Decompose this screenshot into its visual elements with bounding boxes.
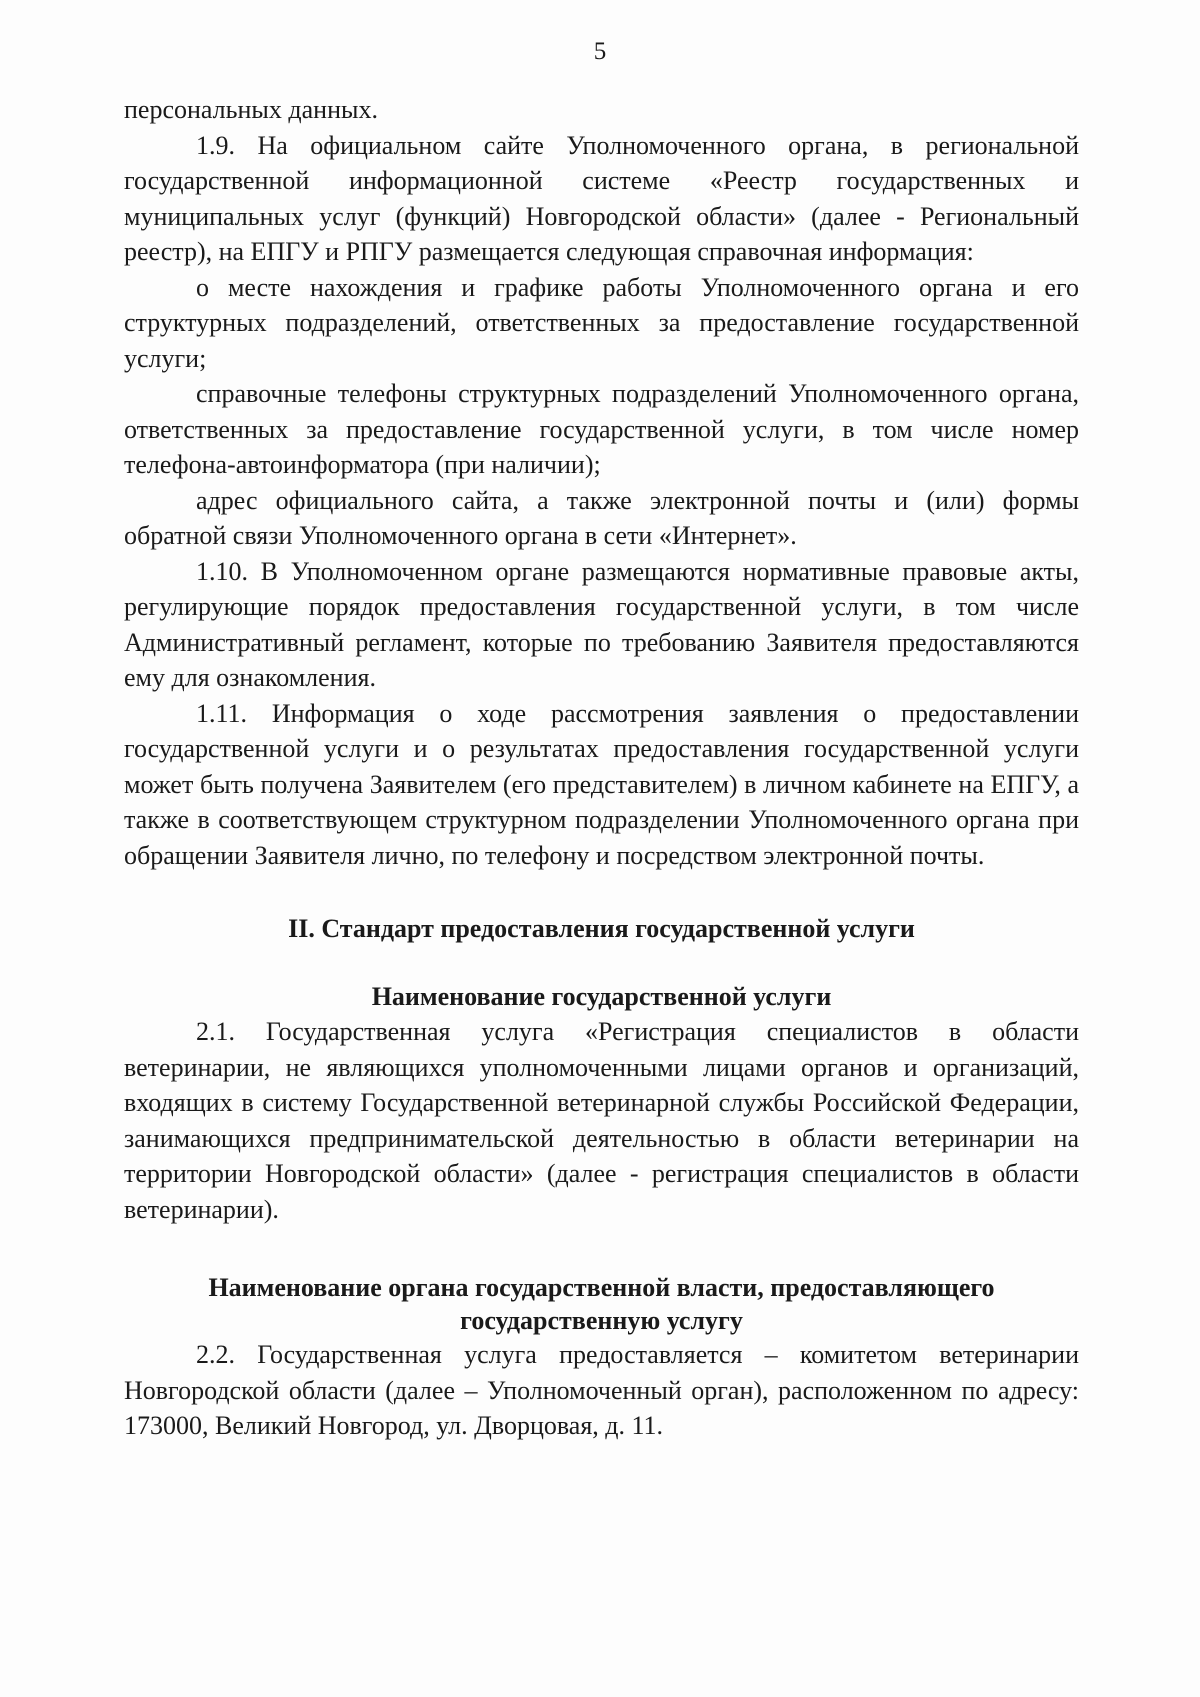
paragraph-continuation: персональных данных. <box>124 95 378 124</box>
paragraph-2-1: 2.1. Государственная услуга «Регистрация специалистов в области ветеринарии, не являющихся уполномоченными лицами органов и организаций, входящих в систему Государственной ветеринарной службы Российской Федерации, занимающихся предпринимательской деятельностью в области ветеринарии на территории Новгородской области» (далее - регистрация специалистов в области ветеринарии). <box>124 1017 1079 1224</box>
subsection-title-service-name: Наименование государственной услуги <box>371 981 832 1011</box>
paragraph-website: адрес официального сайта, а также электронной почты и (или) формы обратной связи Уполномоченного органа в сети «Интернет». <box>124 485 1079 550</box>
paragraph-1-11: 1.11. Информация о ходе рассмотрения заявления о предоставлении государственной услуги и о результатах предоставления государственной услуги может быть получена Заявителем (его представителем) в личном кабинете на ЕПГУ, а также в соответствующем структурном подразделении Уполномоченного органа при обращении Заявителя лично, по телефону и посредством электронной почты. <box>124 698 1079 870</box>
section-title: II. Стандарт предоставления государственной услуги <box>288 914 915 943</box>
paragraph-2-2: 2.2. Государственная услуга предоставляется – комитетом ветеринарии Новгородской области (далее – Уполномоченный орган), расположенном по адресу: 173000, Великий Новгород, ул. Дворцовая, д. 11. <box>124 1340 1079 1440</box>
paragraph-phones: справочные телефоны структурных подразделений Уполномоченного органа, ответственных за предоставление государственной услуги, в том числе номер телефона-автоинформатора (при наличии); <box>124 379 1079 479</box>
page-number: 5 <box>593 38 607 65</box>
paragraph-location-schedule: о месте нахождения и графике работы Уполномоченного органа и его структурных подразделений, ответственных за предоставление государственной услуги; <box>124 272 1079 373</box>
paragraph-1-10: 1.10. В Уполномоченном органе размещаются нормативные правовые акты, регулирующие порядок предоставления государственной услуги, в том числе Административный регламент, которые по требованию Заявителя предоставляются ему для ознакомления. <box>124 556 1079 692</box>
subsection-title-authority <box>124 1271 1079 1337</box>
paragraph-1-9: 1.9. На официальном сайте Уполномоченного органа, в региональной государственной информационной системе «Реестр государственных и муниципальных услуг (функций) Новгородской области» (далее - Региональный реестр), на ЕПГУ и РПГУ размещается следующая справочная информация: <box>124 130 1079 266</box>
subsection-title-line-2: государственную услугу <box>460 1306 743 1335</box>
document-body <box>124 92 1079 1444</box>
subsection-title-line-1: Наименование органа государственной власти, предоставляющего <box>208 1273 995 1302</box>
